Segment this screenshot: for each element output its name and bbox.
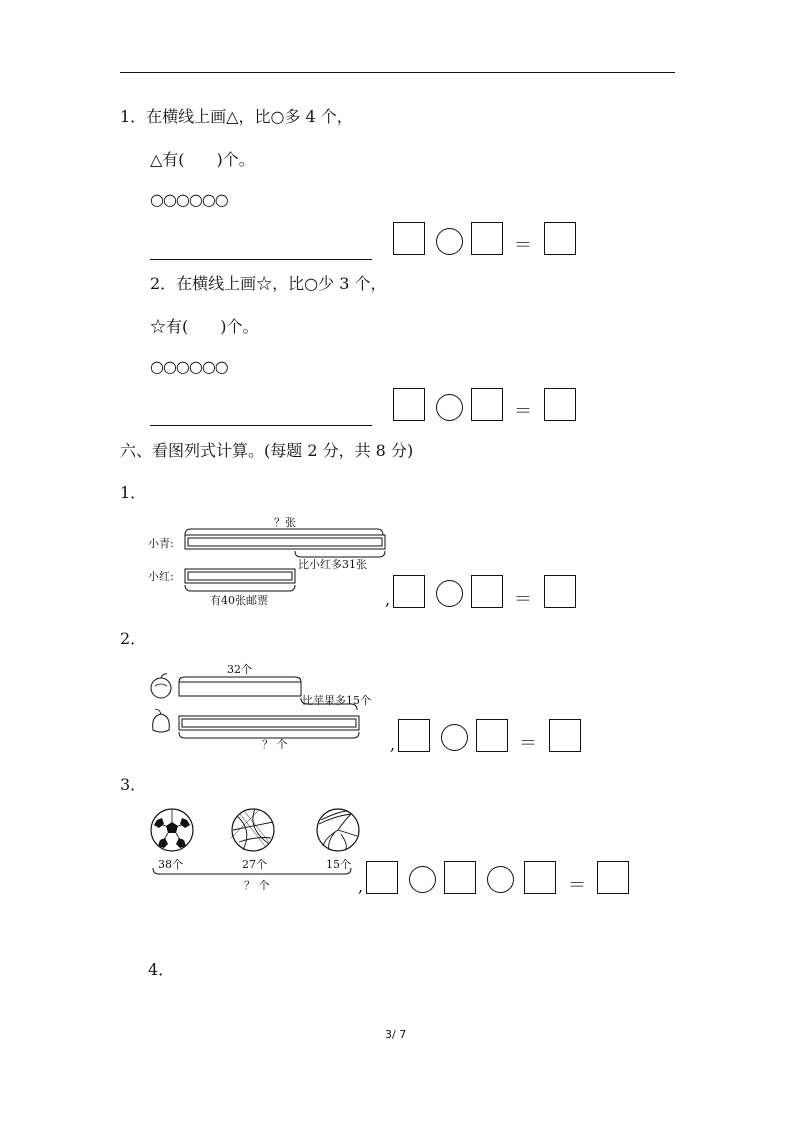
p2-top-label: 32个 [227, 663, 252, 676]
q1-draw-line[interactable] [150, 259, 372, 260]
p1-box-1[interactable] [393, 575, 425, 608]
p2-box-1[interactable] [398, 719, 430, 752]
p3-number: 3． [120, 775, 147, 794]
soccer-ball-icon [151, 809, 193, 851]
p1-top-label: ？张 [274, 516, 296, 529]
page-number: 3/ 7 [385, 1028, 407, 1041]
q2-op-circle[interactable] [436, 394, 463, 421]
p2-bottom-label: ？ 个 [262, 738, 288, 751]
p2-number: 2． [120, 629, 147, 648]
p3-count-basketball: 27个 [242, 858, 267, 871]
apple-icon [151, 674, 171, 698]
peach-icon [153, 710, 170, 733]
p3-count-soccer: 38个 [158, 858, 183, 871]
p1-op-circle[interactable] [436, 580, 463, 607]
p1-bottom-label: 有40张邮票 [210, 594, 268, 607]
q2-box-1[interactable] [393, 388, 425, 421]
p2-op-circle[interactable] [441, 724, 468, 751]
p3-comma: , [358, 877, 364, 896]
p1-comma: , [385, 590, 391, 609]
p1-name-a: 小青: [148, 537, 174, 550]
basketball-icon [231, 809, 274, 851]
q1-answer: △有( )个。 [150, 150, 255, 169]
q1-box-2[interactable] [471, 222, 503, 255]
p2-box-2[interactable] [476, 719, 508, 752]
q1-label: 1．在横线上画△，比○多 4 个， [120, 107, 353, 126]
q2-box-2[interactable] [471, 388, 503, 421]
p1-number: 1． [120, 483, 147, 502]
p2-box-3[interactable] [549, 719, 581, 752]
volleyball-icon [317, 809, 359, 851]
p2-diff-label: 比苹果多15个 [302, 694, 371, 707]
section6-heading: 六、看图列式计算。(每题 2 分，共 8 分) [120, 441, 414, 460]
p3-box-1[interactable] [366, 861, 398, 894]
q2-equals: ＝ [514, 401, 532, 422]
p3-count-volleyball: 15个 [326, 858, 351, 871]
p2-bar-diagram [145, 672, 370, 752]
p3-total-label: ？ 个 [244, 879, 270, 892]
p3-box-2[interactable] [444, 861, 476, 894]
header-rule [120, 72, 675, 73]
p3-op-circle-2[interactable] [487, 866, 514, 893]
p1-name-b: 小红: [148, 570, 174, 583]
q1-box-1[interactable] [393, 222, 425, 255]
q2-answer: ☆有( )个。 [150, 317, 259, 336]
q1-equals: ＝ [514, 235, 532, 256]
p3-op-circle-1[interactable] [409, 866, 436, 893]
q1-op-circle[interactable] [436, 228, 463, 255]
p1-box-2[interactable] [471, 575, 503, 608]
q2-draw-line[interactable] [150, 425, 372, 426]
p3-box-4[interactable] [597, 861, 629, 894]
p2-comma: , [390, 735, 396, 754]
p2-equals: ＝ [519, 733, 537, 754]
q1-box-3[interactable] [544, 222, 576, 255]
q1-circles: ○○○○○○ [150, 190, 228, 209]
p3-box-3[interactable] [524, 861, 556, 894]
p3-equals: ＝ [568, 875, 586, 896]
p1-box-3[interactable] [544, 575, 576, 608]
q2-box-3[interactable] [544, 388, 576, 421]
p1-diff-label: 比小红多31张 [298, 558, 367, 571]
p4-number: 4． [148, 960, 175, 979]
p1-equals: ＝ [514, 589, 532, 610]
q2-label: 2．在横线上画☆，比○少 3 个， [150, 274, 387, 293]
q2-circles: ○○○○○○ [150, 357, 228, 376]
